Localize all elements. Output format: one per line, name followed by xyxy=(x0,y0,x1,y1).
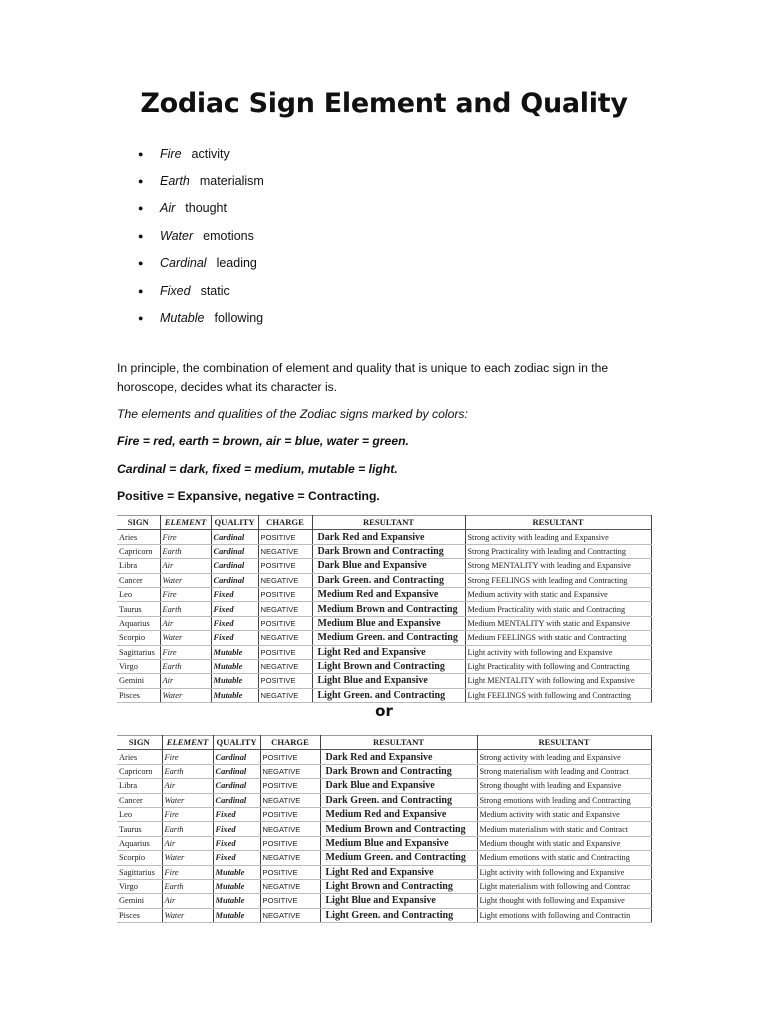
quality-cell: Mutable xyxy=(213,865,260,879)
col-header-quality: QUALITY xyxy=(211,516,258,530)
sign-cell: Capricorn xyxy=(117,544,160,558)
quality-cell: Cardinal xyxy=(211,530,258,544)
quality-cell: Cardinal xyxy=(211,573,258,587)
zodiac-table-2 xyxy=(117,735,652,923)
resultant-cell: Medium Brown and Contracting xyxy=(320,822,477,836)
description-cell: Light materialism with following and Contrac xyxy=(477,879,651,893)
charge-cell: POSITIVE xyxy=(260,779,320,793)
intro-paragraph: In principle, the combination of element and quality that is unique to each zodiac sign in the horoscope, decides what its character is. xyxy=(117,361,609,394)
element-cell: Fire xyxy=(160,645,211,659)
bullet-term: Mutable xyxy=(160,311,205,326)
quality-cell: Fixed xyxy=(213,851,260,865)
sign-cell: Libra xyxy=(117,779,162,793)
bullet-term: Fixed xyxy=(160,283,191,298)
table-header-row xyxy=(117,516,651,530)
resultant-cell: Medium Green. and Contracting xyxy=(320,851,477,865)
table-row xyxy=(117,674,651,688)
resultant-cell: Dark Green. and Contracting xyxy=(312,573,465,587)
sign-cell: Leo xyxy=(117,807,162,821)
table-row xyxy=(117,908,651,922)
charge-cell: NEGATIVE xyxy=(260,879,320,893)
resultant-cell: Dark Brown and Contracting xyxy=(320,764,477,778)
col-header-element: ELEMENT xyxy=(162,736,213,750)
col-header-resultant: RESULTANT xyxy=(312,516,465,530)
table-row xyxy=(117,865,651,879)
element-cell: Earth xyxy=(162,879,213,893)
description-cell: Strong thought with leading and Expansive xyxy=(477,779,651,793)
quality-cell: Mutable xyxy=(211,659,258,673)
or-separator: or xyxy=(375,702,393,720)
bullet-icon: ● xyxy=(138,203,144,214)
sign-cell: Sagittarius xyxy=(117,865,162,879)
list-item xyxy=(138,167,264,194)
resultant-cell: Dark Red and Expansive xyxy=(320,750,477,764)
charge-cell: NEGATIVE xyxy=(258,631,312,645)
description-cell: Strong activity with leading and Expansive xyxy=(465,530,651,544)
element-cell: Air xyxy=(160,616,211,630)
element-cell: Air xyxy=(160,674,211,688)
element-cell: Water xyxy=(162,908,213,922)
element-cell: Water xyxy=(162,851,213,865)
sign-cell: Aries xyxy=(117,530,160,544)
charge-cell: NEGATIVE xyxy=(258,659,312,673)
description-cell: Medium FEELINGS with static and Contracting xyxy=(465,631,651,645)
bullet-list xyxy=(138,140,264,332)
description-cell: Light thought with following and Expansive xyxy=(477,894,651,908)
col-header-resultant: RESULTANT xyxy=(320,736,477,750)
sign-cell: Cancer xyxy=(117,793,162,807)
bullet-term: Cardinal xyxy=(160,256,207,271)
sign-cell: Virgo xyxy=(117,659,160,673)
resultant-cell: Light Green. and Contracting xyxy=(320,908,477,922)
resultant-cell: Dark Brown and Contracting xyxy=(312,544,465,558)
bullet-icon: ● xyxy=(138,176,144,187)
charge-cell: NEGATIVE xyxy=(258,573,312,587)
element-cell: Fire xyxy=(160,530,211,544)
col-header-charge: CHARGE xyxy=(258,516,312,530)
description-cell: Medium emotions with static and Contracting xyxy=(477,851,651,865)
quality-cell: Fixed xyxy=(213,807,260,821)
resultant-cell: Light Blue and Expansive xyxy=(320,894,477,908)
table-row xyxy=(117,779,651,793)
description-cell: Light emotions with following and Contractin xyxy=(477,908,651,922)
description-cell: Light activity with following and Expansive xyxy=(477,865,651,879)
list-item xyxy=(138,304,264,331)
element-cell: Earth xyxy=(160,544,211,558)
quality-cell: Fixed xyxy=(211,616,258,630)
quality-cell: Mutable xyxy=(213,908,260,922)
resultant-cell: Light Red and Expansive xyxy=(320,865,477,879)
quality-cell: Cardinal xyxy=(213,750,260,764)
quality-color-rule: Cardinal = dark, fixed = medium, mutable = light. xyxy=(117,462,398,476)
quality-cell: Mutable xyxy=(211,645,258,659)
list-item xyxy=(138,140,264,167)
quality-cell: Cardinal xyxy=(213,779,260,793)
charge-cell: POSITIVE xyxy=(258,530,312,544)
quality-cell: Mutable xyxy=(213,879,260,893)
quality-cell: Fixed xyxy=(213,822,260,836)
bullet-meaning: following xyxy=(214,311,264,326)
table-row xyxy=(117,645,651,659)
table-row xyxy=(117,807,651,821)
description-cell: Light MENTALITY with following and Expansive xyxy=(465,674,651,688)
table-header-row xyxy=(117,736,651,750)
charge-cell: POSITIVE xyxy=(260,836,320,850)
element-color-rule: Fire = red, earth = brown, air = blue, water = green. xyxy=(117,434,409,448)
resultant-cell: Medium Red and Expansive xyxy=(320,807,477,821)
quality-cell: Cardinal xyxy=(213,793,260,807)
charge-cell: POSITIVE xyxy=(258,616,312,630)
resultant-cell: Light Green. and Contracting xyxy=(312,688,465,702)
sign-cell: Capricorn xyxy=(117,764,162,778)
charge-cell: NEGATIVE xyxy=(260,793,320,807)
bullet-icon: ● xyxy=(138,230,144,241)
charge-cell: NEGATIVE xyxy=(260,851,320,865)
quality-cell: Mutable xyxy=(211,688,258,702)
charge-cell: NEGATIVE xyxy=(260,764,320,778)
resultant-cell: Medium Green. and Contracting xyxy=(312,631,465,645)
bullet-meaning: leading xyxy=(216,256,257,271)
element-cell: Water xyxy=(160,631,211,645)
list-item xyxy=(138,222,264,249)
element-cell: Fire xyxy=(162,807,213,821)
description-cell: Medium MENTALITY with static and Expansive xyxy=(465,616,651,630)
bullet-icon: ● xyxy=(138,313,144,324)
sign-cell: Taurus xyxy=(117,822,162,836)
sign-cell: Libra xyxy=(117,559,160,573)
sign-cell: Scorpio xyxy=(117,851,162,865)
element-cell: Earth xyxy=(162,822,213,836)
element-cell: Air xyxy=(162,836,213,850)
description-cell: Medium thought with static and Expansive xyxy=(477,836,651,850)
bullet-term: Earth xyxy=(160,174,190,189)
col-header-resultant-description: RESULTANT xyxy=(465,516,651,530)
table-row xyxy=(117,559,651,573)
sign-cell: Aquarius xyxy=(117,616,160,630)
colors-intro: The elements and qualities of the Zodiac signs marked by colors: xyxy=(117,407,468,421)
bullet-meaning: materialism xyxy=(199,174,264,189)
charge-rule: Positive = Expansive, negative = Contracting. xyxy=(117,489,380,503)
col-header-sign: SIGN xyxy=(117,516,160,530)
resultant-cell: Dark Blue and Expansive xyxy=(320,779,477,793)
charge-cell: POSITIVE xyxy=(260,865,320,879)
table-body xyxy=(117,530,651,703)
charge-cell: POSITIVE xyxy=(260,894,320,908)
table-row xyxy=(117,659,651,673)
charge-cell: NEGATIVE xyxy=(258,688,312,702)
charge-cell: POSITIVE xyxy=(258,559,312,573)
table-row xyxy=(117,530,651,544)
quality-cell: Fixed xyxy=(211,602,258,616)
element-cell: Air xyxy=(162,894,213,908)
resultant-cell: Medium Red and Expansive xyxy=(312,587,465,601)
charge-cell: POSITIVE xyxy=(258,674,312,688)
description-cell: Medium materialism with static and Contract xyxy=(477,822,651,836)
table-row xyxy=(117,851,651,865)
element-cell: Fire xyxy=(160,587,211,601)
table-row xyxy=(117,764,651,778)
bullet-meaning: emotions xyxy=(203,228,254,243)
charge-cell: POSITIVE xyxy=(258,645,312,659)
description-cell: Strong Practicality with leading and Contracting xyxy=(465,544,651,558)
sign-cell: Gemini xyxy=(117,894,162,908)
table-row xyxy=(117,544,651,558)
element-cell: Air xyxy=(162,779,213,793)
element-cell: Earth xyxy=(162,764,213,778)
element-cell: Air xyxy=(160,559,211,573)
charge-cell: POSITIVE xyxy=(260,750,320,764)
element-cell: Earth xyxy=(160,659,211,673)
resultant-cell: Light Brown and Contracting xyxy=(320,879,477,893)
resultant-cell: Dark Blue and Expansive xyxy=(312,559,465,573)
element-cell: Fire xyxy=(162,750,213,764)
sign-cell: Gemini xyxy=(117,674,160,688)
col-header-resultant-description: RESULTANT xyxy=(477,736,651,750)
bullet-icon: ● xyxy=(138,285,144,296)
element-cell: Water xyxy=(160,688,211,702)
resultant-cell: Medium Brown and Contracting xyxy=(312,602,465,616)
resultant-cell: Medium Blue and Expansive xyxy=(312,616,465,630)
bullet-meaning: thought xyxy=(185,201,227,216)
description-cell: Strong FEELINGS with leading and Contracting xyxy=(465,573,651,587)
sign-cell: Aries xyxy=(117,750,162,764)
resultant-cell: Dark Red and Expansive xyxy=(312,530,465,544)
quality-cell: Cardinal xyxy=(211,559,258,573)
quality-cell: Mutable xyxy=(213,894,260,908)
description-cell: Strong materialism with leading and Contract xyxy=(477,764,651,778)
quality-cell: Fixed xyxy=(213,836,260,850)
table-row xyxy=(117,879,651,893)
sign-cell: Sagittarius xyxy=(117,645,160,659)
list-item xyxy=(138,277,264,304)
list-item xyxy=(138,195,264,222)
page-title: Zodiac Sign Element and Quality xyxy=(140,88,628,119)
description-cell: Strong MENTALITY with leading and Expansive xyxy=(465,559,651,573)
resultant-cell: Light Blue and Expansive xyxy=(312,674,465,688)
sign-cell: Aquarius xyxy=(117,836,162,850)
bullet-meaning: activity xyxy=(191,146,230,161)
table-row xyxy=(117,573,651,587)
charge-cell: NEGATIVE xyxy=(258,544,312,558)
description-cell: Light FEELINGS with following and Contracting xyxy=(465,688,651,702)
sign-cell: Pisces xyxy=(117,908,162,922)
col-header-sign: SIGN xyxy=(117,736,162,750)
table-row xyxy=(117,822,651,836)
description-cell: Medium activity with static and Expansive xyxy=(465,587,651,601)
table-row xyxy=(117,602,651,616)
bullet-icon: ● xyxy=(138,258,144,269)
resultant-cell: Medium Blue and Expansive xyxy=(320,836,477,850)
sign-cell: Virgo xyxy=(117,879,162,893)
table-row xyxy=(117,688,651,702)
element-cell: Earth xyxy=(160,602,211,616)
charge-cell: NEGATIVE xyxy=(260,822,320,836)
description-cell: Strong emotions with leading and Contracting xyxy=(477,793,651,807)
description-cell: Light Practicality with following and Contracting xyxy=(465,659,651,673)
charge-cell: POSITIVE xyxy=(260,807,320,821)
quality-cell: Mutable xyxy=(211,674,258,688)
sign-cell: Cancer xyxy=(117,573,160,587)
list-item xyxy=(138,250,264,277)
resultant-cell: Light Red and Expansive xyxy=(312,645,465,659)
element-cell: Fire xyxy=(162,865,213,879)
description-cell: Light activity with following and Expansive xyxy=(465,645,651,659)
sign-cell: Taurus xyxy=(117,602,160,616)
quality-cell: Fixed xyxy=(211,631,258,645)
sign-cell: Leo xyxy=(117,587,160,601)
col-header-charge: CHARGE xyxy=(260,736,320,750)
bullet-meaning: static xyxy=(200,283,230,298)
table-row xyxy=(117,587,651,601)
element-cell: Water xyxy=(162,793,213,807)
bullet-term: Air xyxy=(160,201,176,216)
charge-cell: POSITIVE xyxy=(258,587,312,601)
description-cell: Medium activity with static and Expansive xyxy=(477,807,651,821)
resultant-cell: Light Brown and Contracting xyxy=(312,659,465,673)
sign-cell: Pisces xyxy=(117,688,160,702)
description-cell: Strong activity with leading and Expansive xyxy=(477,750,651,764)
charge-cell: NEGATIVE xyxy=(258,602,312,616)
sign-cell: Scorpio xyxy=(117,631,160,645)
table-row xyxy=(117,750,651,764)
quality-cell: Fixed xyxy=(211,587,258,601)
zodiac-table-1 xyxy=(117,515,652,703)
table-row xyxy=(117,631,651,645)
quality-cell: Cardinal xyxy=(211,544,258,558)
bullet-term: Fire xyxy=(160,146,182,161)
bullet-icon: ● xyxy=(138,148,144,159)
table-row xyxy=(117,793,651,807)
table-row xyxy=(117,894,651,908)
bullet-term: Water xyxy=(160,228,194,243)
element-cell: Water xyxy=(160,573,211,587)
resultant-cell: Dark Green. and Contracting xyxy=(320,793,477,807)
col-header-element: ELEMENT xyxy=(160,516,211,530)
table-row xyxy=(117,836,651,850)
charge-cell: NEGATIVE xyxy=(260,908,320,922)
description-cell: Medium Practicality with static and Contracting xyxy=(465,602,651,616)
col-header-quality: QUALITY xyxy=(213,736,260,750)
table-row xyxy=(117,616,651,630)
table-body xyxy=(117,750,651,923)
quality-cell: Cardinal xyxy=(213,764,260,778)
